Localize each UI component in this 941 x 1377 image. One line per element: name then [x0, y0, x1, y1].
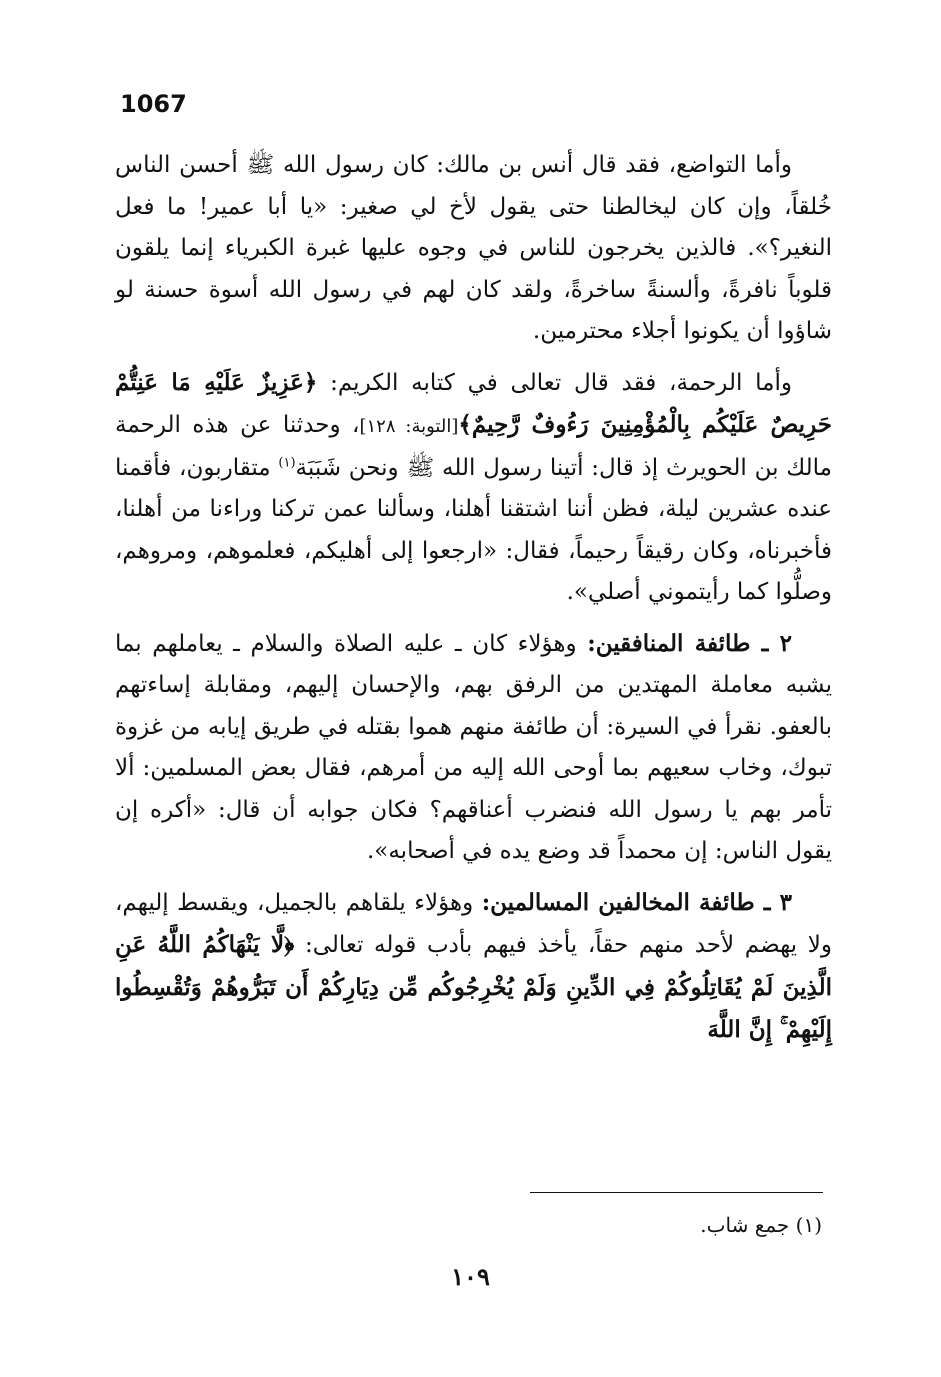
footnote-divider — [530, 1192, 823, 1193]
page-number: ١٠٩ — [451, 1262, 490, 1291]
footnote-marker: (١) — [278, 454, 296, 470]
paragraph-text: ، وحدثنا عن هذه الرحمة مالك بن الحويرث إذ قال: أتينا رسول الله ﷺ ونحن شَبَبَة — [115, 412, 832, 481]
footnote — [560, 1210, 822, 1240]
footnote-marker: (١) — [795, 1213, 822, 1237]
page-id-header: 1067 — [120, 90, 187, 118]
paragraph-mercy — [115, 362, 832, 614]
paragraph-text: وهؤلاء كان ـ عليه الصلاة والسلام ـ يعاملهم بما يشبه معاملة المهتدين من الرفق بهم، والإحسان إليهم، ومقابلة إساءتهم بالعفو. نقرأ في السيرة: أن طائفة منهم هموا بقتله في طريق إيابه من غزوة تبوك، وخاب سعيهم بما أوحى الله إليه من أمرهم، فقال بعض المسلمين: ألا تأمر بهم يا رسول الله فنضرب أعناقهم؟ فكان جوابه أن قال: «أكره إن يقول الناس: إن محمداً قد وضع يده في أصحابه». — [115, 630, 832, 864]
quran-verse: ﴿عَزِيزٌ عَلَيْهِ مَا عَنِتُّمْ حَرِيصٌ عَلَيْكُم بِالْمُؤْمِنِينَ رَءُوفٌ رَّحِيمٌ﴾ — [115, 368, 832, 438]
paragraph-humility — [115, 145, 832, 353]
paragraph-text: متقاربون، فأقمنا عنده عشرين ليلة، فظن أننا اشتقنا أهلنا، وسألنا عمن تركنا وراءنا من أهلنا، فأخبرناه، وكان رقيقاً رحيماً، فقال: «ارجعوا إلى أهليكم، فعلموهم، ومروهم، وصلُّوا كما رأيتموني أصلي». — [115, 454, 832, 605]
section-heading: ٣ ـ طائفة المخالفين المسالمين: — [481, 888, 792, 916]
paragraph-text: وأما التواضع، فقد قال أنس بن مالك: كان رسول الله ﷺ أحسن الناس خُلقاً، وإن كان ليخالطنا حتى يقول لأخ لي صغير: «يا أبا عمير! ما فعل النغير؟». فالذين يخرجون للناس في وجوه عليها غبرة الكبرياء إنما يلقون قلوباً نافرةً، وألسنةً ساخرةً، ولقد كان لهم في رسول الله أسوة حسنة لو شاؤوا أن يكونوا أجلاء محترمين. — [115, 152, 832, 344]
paragraph-hypocrites — [115, 623, 832, 873]
quran-verse: ﴿لَّا يَنْهَاكُمُ اللَّهُ عَنِ الَّذِينَ لَمْ يُقَاتِلُوكُمْ فِي الدِّينِ وَلَمْ يُخْرِجُوكُم مِّن دِيَارِكُمْ أَن تَبَرُّوهُمْ وَتُقْسِطُوا إِلَيْهِمْ ۚ إِنَّ اللَّهَ — [115, 931, 832, 1043]
paragraph-text: وهؤلاء يلقاهم بالجميل، ويقسط إليهم، ولا يهضم لأحد منهم حقاً، يأخذ فيهم بأدب قوله تعالى: — [115, 889, 832, 958]
paragraph-peaceful-opponents — [115, 882, 832, 1052]
quran-citation: [التوبة: ١٢٨] — [359, 416, 459, 437]
footnote-text: جمع شاب. — [700, 1213, 790, 1237]
main-text — [115, 145, 832, 1061]
section-heading: ٢ ـ طائفة المنافقين: — [587, 629, 792, 657]
paragraph-text: وأما الرحمة، فقد قال تعالى في كتابه الكريم: — [317, 369, 792, 396]
